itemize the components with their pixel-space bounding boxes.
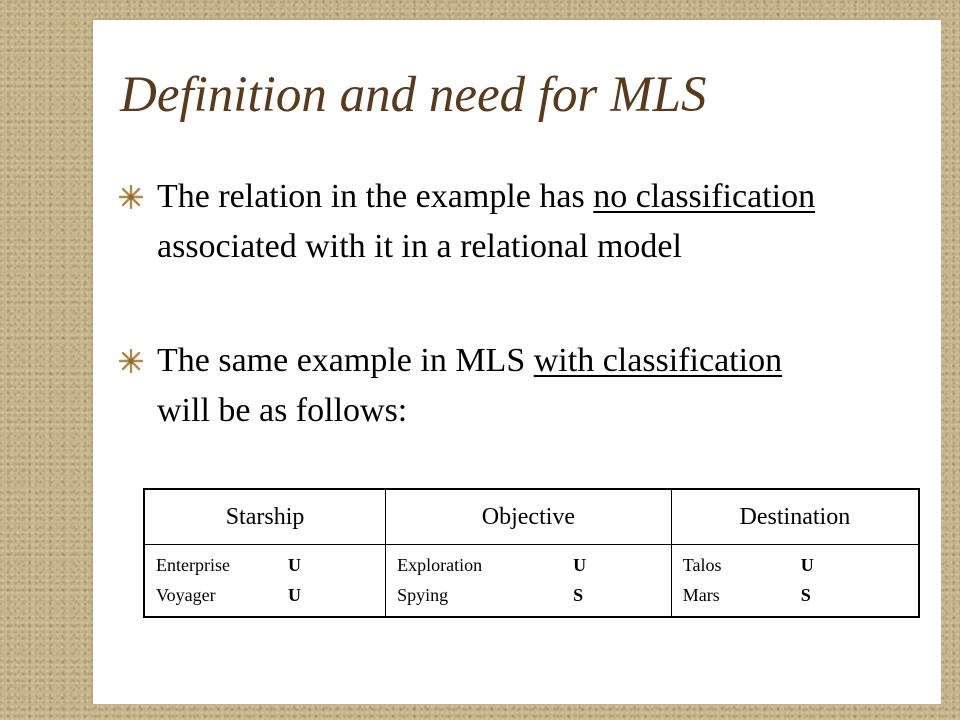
destination-value: Mars (682, 585, 720, 605)
classification-label: U (288, 555, 301, 575)
classification-label: U (573, 555, 587, 575)
header-destination: Destination (671, 489, 919, 545)
bullet-1-text-b: associated with it in a relational model (157, 228, 682, 265)
table-row (397, 580, 660, 610)
table-row (683, 580, 907, 610)
bullet-item-2 (157, 336, 837, 436)
bullet-2-text-b: will be as follows: (157, 392, 408, 429)
header-objective: Objective (386, 489, 672, 545)
starship-cell (144, 545, 386, 618)
table-row (683, 550, 907, 580)
table-row (156, 550, 374, 580)
classification-label: S (573, 585, 584, 605)
slide-title: Definition and need for MLS (120, 67, 707, 123)
classification-label: U (288, 585, 301, 605)
destination-value: Talos (682, 555, 722, 575)
bullet-1-text-a: The relation in the example has (157, 178, 594, 215)
table-row (397, 550, 660, 580)
table-header-row (144, 489, 919, 545)
bullet-2-underlined-text: with classification (533, 342, 783, 379)
header-starship: Starship (144, 489, 386, 545)
classification-label: U (800, 555, 814, 575)
destination-cell (671, 545, 919, 618)
objective-value: Spying (397, 585, 449, 605)
table-row (156, 580, 374, 610)
starburst-icon (119, 349, 143, 373)
table-data-row (144, 545, 919, 618)
objective-cell (386, 545, 672, 618)
bullet-2-text-a: The same example in MLS (157, 342, 534, 379)
bullet-item-1 (157, 172, 837, 272)
objective-value: Exploration (397, 555, 483, 575)
bullet-1-underlined-text: no classification (593, 178, 816, 215)
starship-value: Enterprise (156, 555, 230, 575)
classification-label: S (800, 585, 811, 605)
mls-relation-table (143, 488, 920, 618)
starship-value: Voyager (156, 585, 216, 605)
starburst-icon (119, 185, 143, 209)
